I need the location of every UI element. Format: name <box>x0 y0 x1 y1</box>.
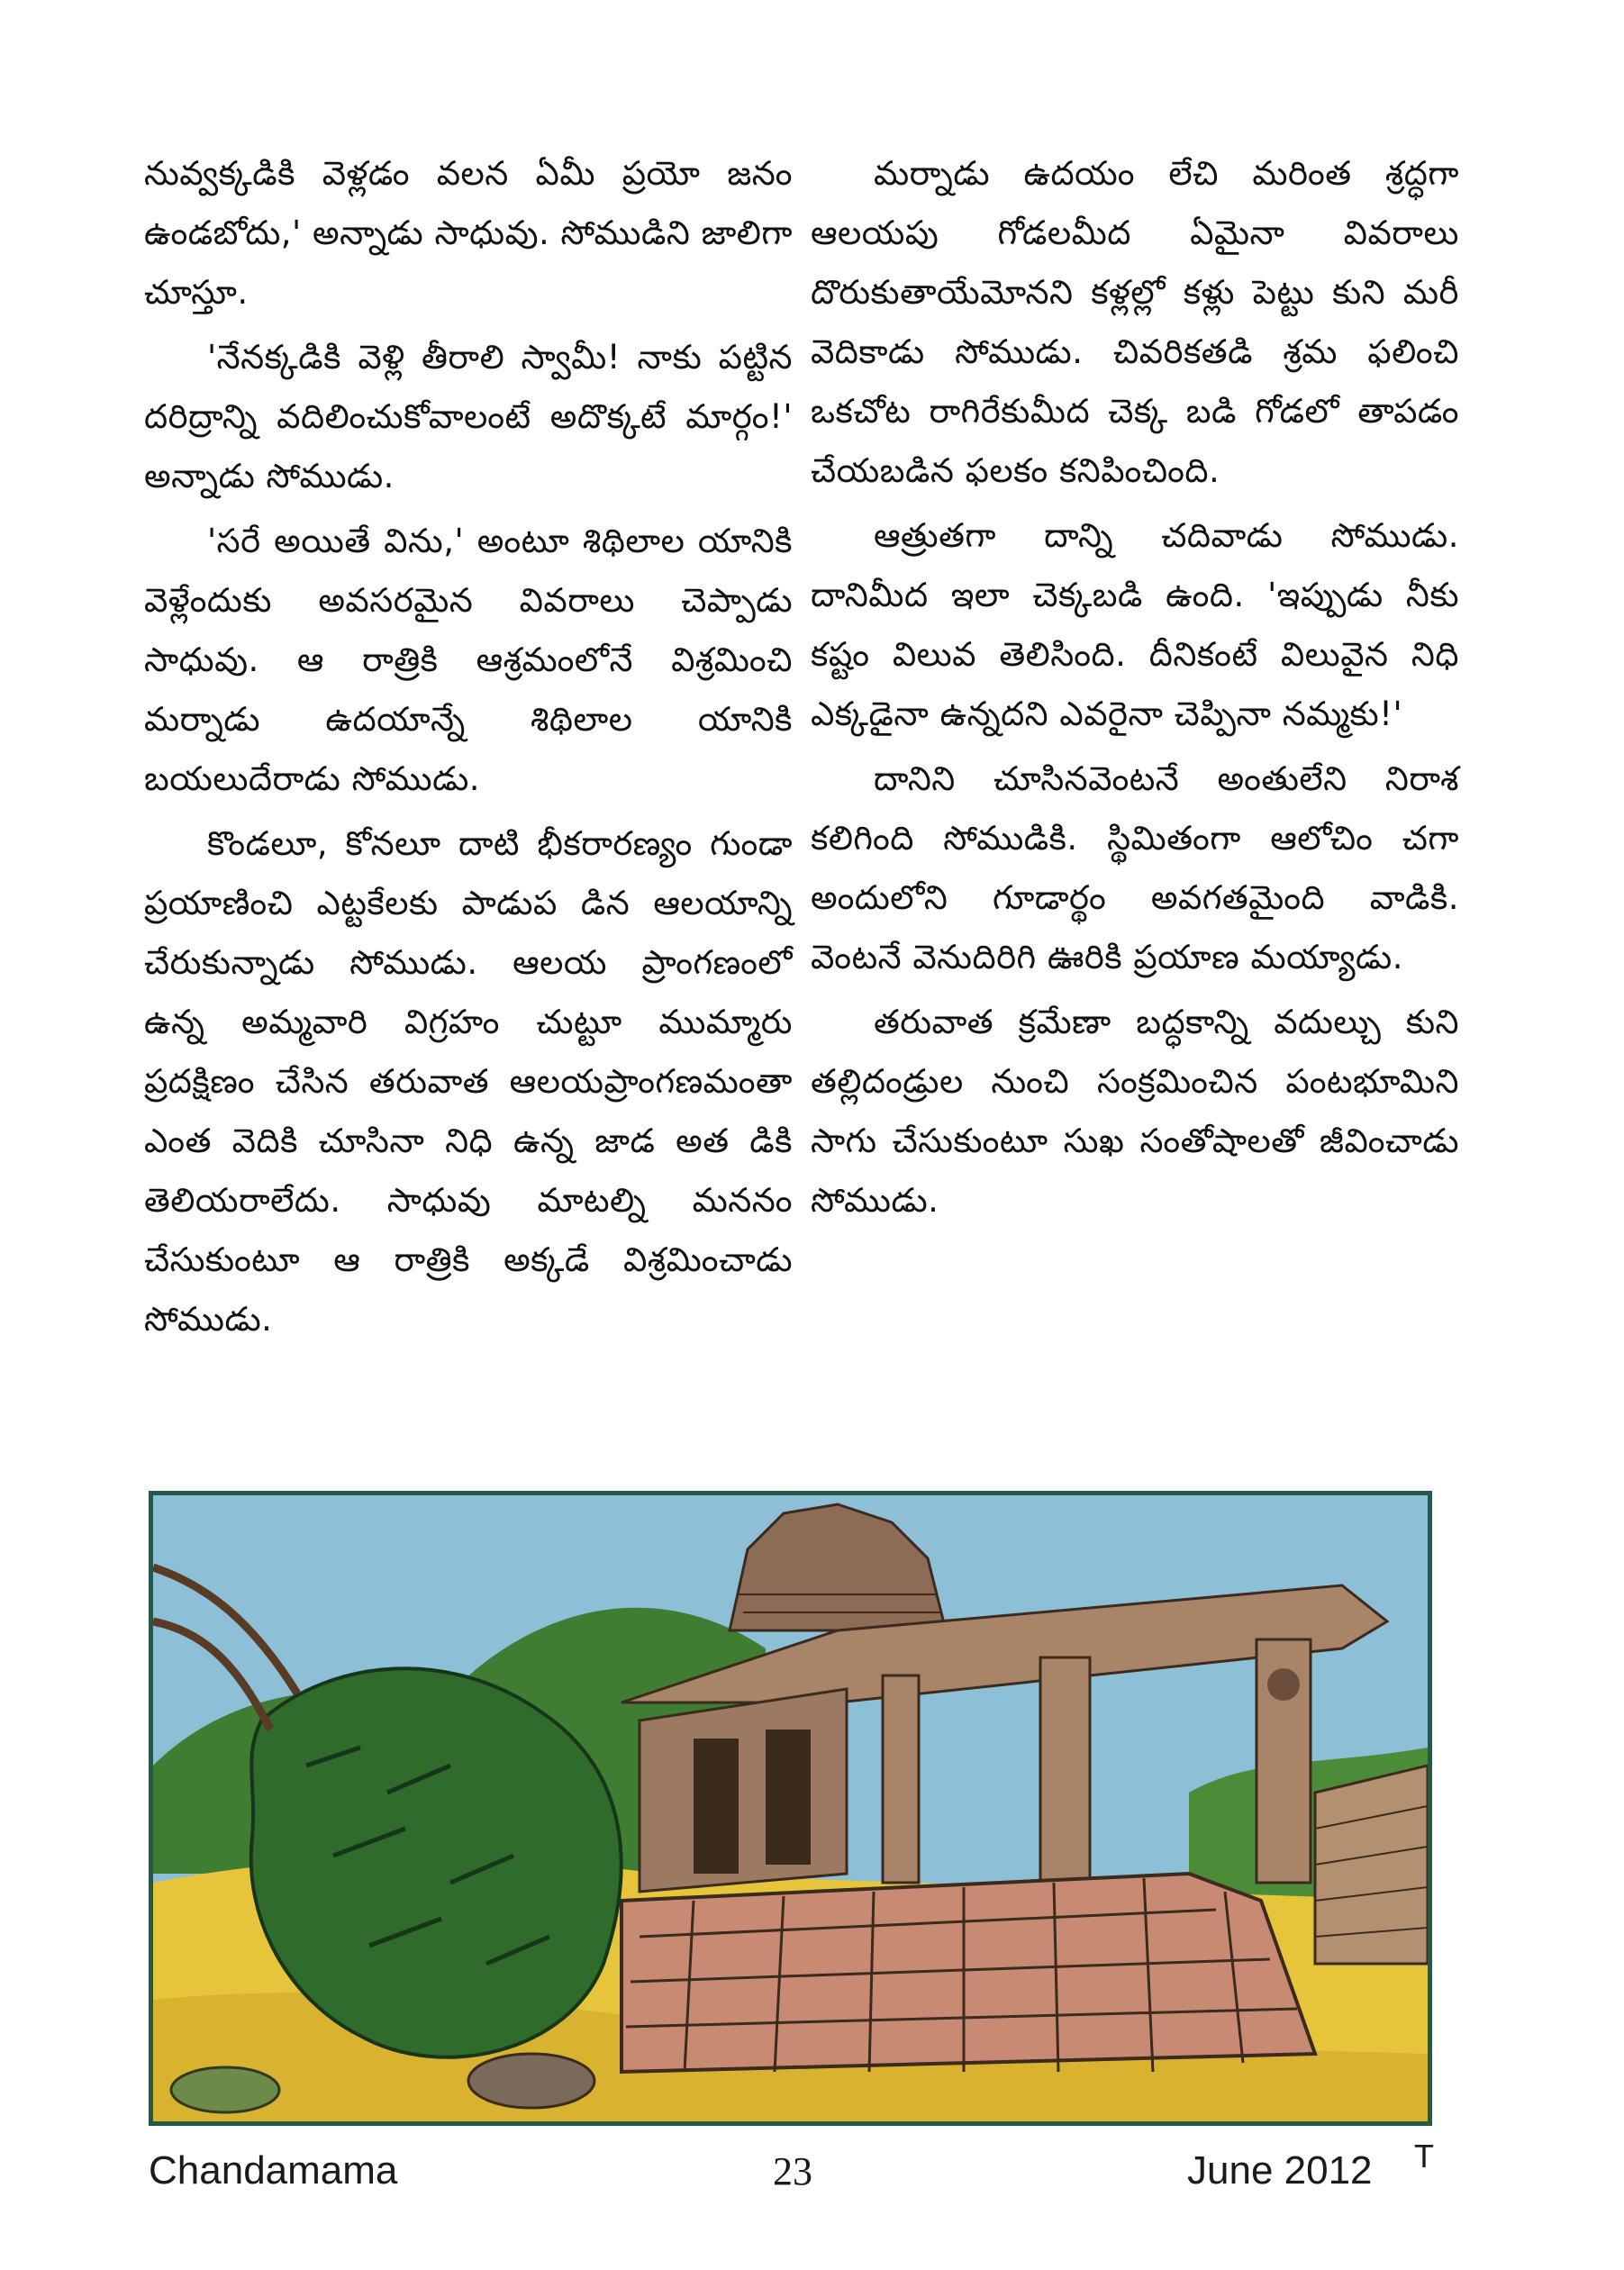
sanctum-door-left <box>694 1739 739 1874</box>
stone-wall <box>621 1874 1315 2072</box>
temple-scene-drawing <box>153 1495 1428 2121</box>
temple-sanctum <box>640 1689 847 1892</box>
temple-steps <box>1315 1766 1428 1964</box>
grass-clump <box>171 2067 279 2112</box>
issue-date: June 2012 <box>1187 2148 1373 2193</box>
story-paragraph: 'సరే అయితే విను,' అంటూ శిథిలాల యానికి వెళ్లేందుకు అవసరమైన వివరాలు చెప్పాడు సాధువు. ఆ రాత్రికి ఆశ్రమంలోనే విశ్రమించి మర్నాడు ఉదయాన్నే శిథిలాల యానికి బయలుదేరాడు సోముడు. <box>144 522 793 798</box>
right-text-column <box>811 144 1459 1236</box>
story-paragraph: ఆత్రుతగా దాన్ని చదివాడు సోముడు. దానిమీద ఇలా చెక్కబడి ఉంది. 'ఇప్పుడు నీకు కష్టం విలువ తెలిసింది. దీనికంటే విలువైన నిధి ఎక్కడైనా ఉన్నదని ఎవరైనా చెప్పినా నమ్మకు!' <box>811 516 1459 733</box>
story-paragraph: నువ్వక్కడికి వెళ్లడం వలన ఏమీ ప్రయో జనం ఉండబోదు,' అన్నాడు సాధువు. సోముడిని జాలిగా చూస్తూ. <box>144 154 793 312</box>
temple-pillar <box>1040 1657 1090 1883</box>
language-mark: T <box>1414 2138 1434 2175</box>
magazine-name: Chandamama <box>149 2148 398 2193</box>
left-text-column <box>144 144 793 1355</box>
rock <box>468 2054 594 2108</box>
story-paragraph: తరువాత క్రమేణా బద్ధకాన్ని వదుల్చు కుని తల్లిదండ్రుల నుంచి సంక్రమించిన పంటభూమిని సాగు చేసుకుంటూ సుఖ సంతోషాలతో జీవించాడు సోముడు. <box>811 1003 1459 1220</box>
story-paragraph: దానిని చూసినవెంటనే అంతులేని నిరాశ కలిగింది సోముడికి. స్థిమితంగా ఆలోచిం చగా అందులోని గూడార్థం అవగతమైంది వాడికి. వెంటనే వెనుదిరిగి ఊరికి ప్రయాణ మయ్యాడు. <box>811 759 1459 976</box>
story-paragraph: 'నేనక్కడికి వెళ్లి తీరాలి స్వామీ! నాకు పట్టిన దరిద్రాన్ని వదిలించుకోవాలంటే అదొక్కటే మార్గం!' అన్నాడు సోముడు. <box>144 338 793 495</box>
temple-illustration <box>149 1491 1432 2126</box>
sanctum-door-right <box>766 1730 811 1865</box>
temple-pillar <box>883 1675 919 1883</box>
story-paragraph: కొండలూ, కోనలూ దాటి భీకరారణ్యం గుండా ప్రయాణించి ఎట్టకేలకు పాడుప డిన ఆలయాన్ని చేరుకున్నాడు సోముడు. ఆలయ ప్రాంగణంలో ఉన్న అమ్మవారి విగ్రహం చుట్టూ ముమ్మారు ప్రదక్షిణం చేసిన తరువాత ఆలయప్రాంగణమంతా ఎంత వెదికి చూసినా నిధి ఉన్న జాడ అత డికి తెలియరాలేదు. సాధువు మాటల్ని మననం చేసుకుంటూ ఆ రాత్రికి అక్కడే విశ్రమించాడు సోముడు. <box>144 824 793 1339</box>
page-number: 23 <box>773 2149 812 2193</box>
page-footer <box>0 2138 1624 2211</box>
pillar-medallion <box>1267 1668 1300 1701</box>
story-paragraph: మర్నాడు ఉదయం లేచి మరింత శ్రద్ధగా ఆలయపు గోడలమీద ఏమైనా వివరాలు దొరుకుతాయేమోనని కళ్లల్లో కళ్లు పెట్టు కుని మరీ వెదికాడు సోముడు. చివరికతడి శ్రమ ఫలించి ఒకచోట రాగిరేకుమీద చెక్క బడి గోడలో తాపడం చేయబడిన ఫలకం కనిపించింది. <box>811 154 1459 490</box>
